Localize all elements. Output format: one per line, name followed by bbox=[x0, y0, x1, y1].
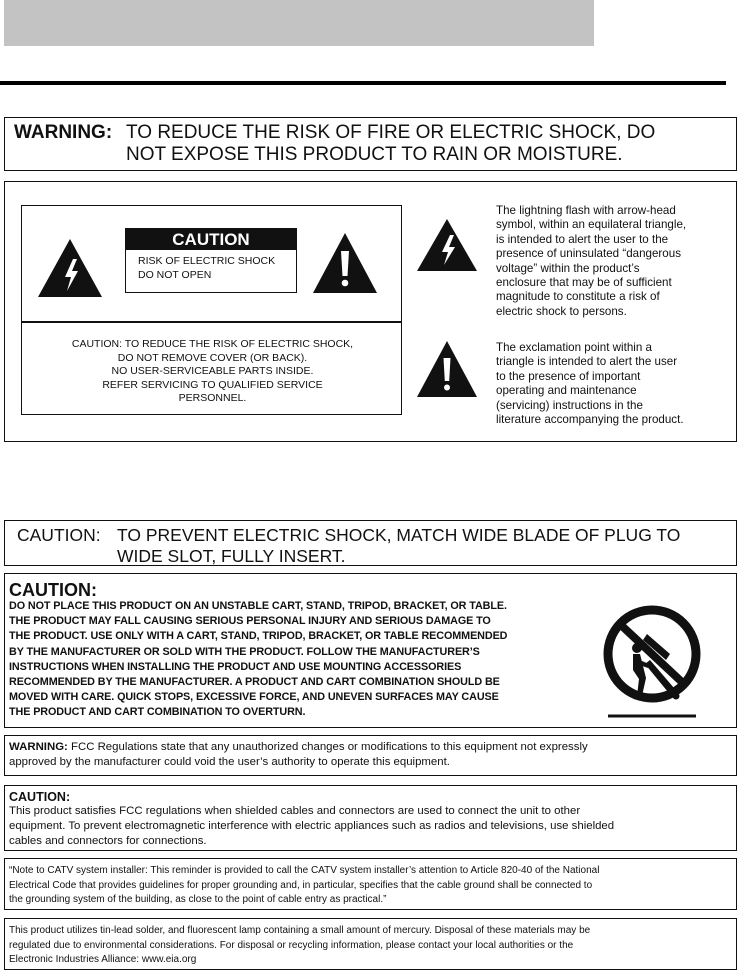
caution-cart-text: DO NOT PLACE THIS PRODUCT ON AN UNSTABLE CART, STAND, TRIPOD, BRACKET, OR TABLE. THE PRODUCT MAY FALL CAUSING SERIOUS PERSONAL INJURY AND SERIOUS DAMAGE TO THE PRODUCT. USE ONLY WITH A CART, STAND, TRIPOD, BRACKET, OR TABLE RECOMMENDED BY THE MANUFACTURER OR SOLD WITH THE PRODUCT. FOLLOW THE MANUFACTURER’S INSTRUCTIONS WHEN INSTALLING THE PRODUCT AND USE MOUNTING ACCESSORIES RECOMMENDED BY THE MANUFACTURER. A PRODUCT AND CART COMBINATION SHOULD BE MOVED WITH CARE. QUICK STOPS, EXCESSIVE FORCE, AND UNEVEN SURFACES MAY CAUSE THE PRODUCT AND CART COMBINATION TO OVERTURN. bbox=[9, 600, 508, 719]
fcc-warning-content bbox=[9, 740, 588, 770]
catv-note-box bbox=[4, 858, 737, 910]
caution-plug-text: TO PREVENT ELECTRIC SHOCK, MATCH WIDE BLADE OF PLUG TO WIDE SLOT, FULLY INSERT. bbox=[117, 525, 681, 566]
catv-note-text: “Note to CATV system installer: This reminder is provided to call the CATV system installer’s attention to Article 820-40 of the National Electrical Code that provides guidelines for proper grounding and, in particular, specifies that the cable ground shall be connected to the grounding system of the building, as close to the point of cable entry as practical.” bbox=[9, 865, 600, 905]
caution-label-heading: CAUTION bbox=[126, 229, 296, 250]
warning-text: TO REDUCE THE RISK OF FIRE OR ELECTRIC SHOCK, DO NOT EXPOSE THIS PRODUCT TO RAIN OR MOISTURE. bbox=[126, 122, 656, 165]
cart-tipover-icon bbox=[602, 604, 702, 722]
fcc-caution-text: This product satisfies FCC regulations when shielded cables and connectors are used to connect the unit to other equipment. To prevent electromagnetic interference with electric appliances such as radios and televisions, use shielded cables and connectors for connections. bbox=[9, 805, 615, 847]
warning-moisture-box bbox=[4, 117, 737, 171]
lightning-triangle-icon bbox=[36, 237, 104, 299]
fcc-warning-label: WARNING: bbox=[9, 741, 68, 753]
caution-plug-label: CAUTION: bbox=[17, 525, 101, 545]
header-rule bbox=[0, 81, 726, 85]
mercury-note-box bbox=[4, 918, 737, 970]
exclamation-triangle-icon bbox=[311, 231, 379, 295]
header-bar bbox=[4, 0, 594, 46]
fcc-caution-box bbox=[4, 785, 737, 851]
caution-label-text: RISK OF ELECTRIC SHOCK DO NOT OPEN bbox=[138, 255, 276, 281]
caution-label bbox=[125, 228, 297, 293]
mercury-note-text: This product utilizes tin-lead solder, and fluorescent lamp containing a small amount of mercury. Disposal of these materials may be regulated due to environmental considerations. For disposal or recycling information, please contact your local authorities or the Electronic Industries Alliance: www.eia.org bbox=[9, 925, 591, 965]
exclamation-explanation: The exclamation point within a triangle is intended to alert the user to the presence of important operating and maintenance (servicing) instructions in the literature accompanying the product. bbox=[496, 341, 684, 427]
fcc-warning-text: FCC Regulations state that any unauthorized changes or modifications to this equipment not expressly approved by the manufacturer could void the user’s authority to operate this equipment. bbox=[9, 741, 588, 768]
lightning-symbol-icon bbox=[416, 218, 478, 272]
warning-label: WARNING: bbox=[14, 122, 113, 143]
fcc-caution-heading: CAUTION: bbox=[9, 790, 71, 804]
caution-panel-text: CAUTION: TO REDUCE THE RISK OF ELECTRIC SHOCK, DO NOT REMOVE COVER (OR BACK). NO USER-SERVICEABLE PARTS INSIDE. REFER SERVICING TO QUALIFIED SERVICE PERSONNEL. bbox=[71, 338, 354, 404]
fcc-warning-box bbox=[4, 735, 737, 776]
panel-divider bbox=[22, 321, 401, 323]
caution-plug-box bbox=[4, 520, 737, 566]
lightning-explanation: The lightning flash with arrow-head symbol, within an equilateral triangle, is intended to alert the user to the presence of uninsulated “dangerous voltage” within the product’s enclosure that may be of sufficient magnitude to constitute a risk of electric shock to persons. bbox=[496, 204, 687, 318]
caution-cart-heading: CAUTION: bbox=[9, 580, 97, 600]
exclamation-symbol-icon bbox=[416, 340, 478, 398]
